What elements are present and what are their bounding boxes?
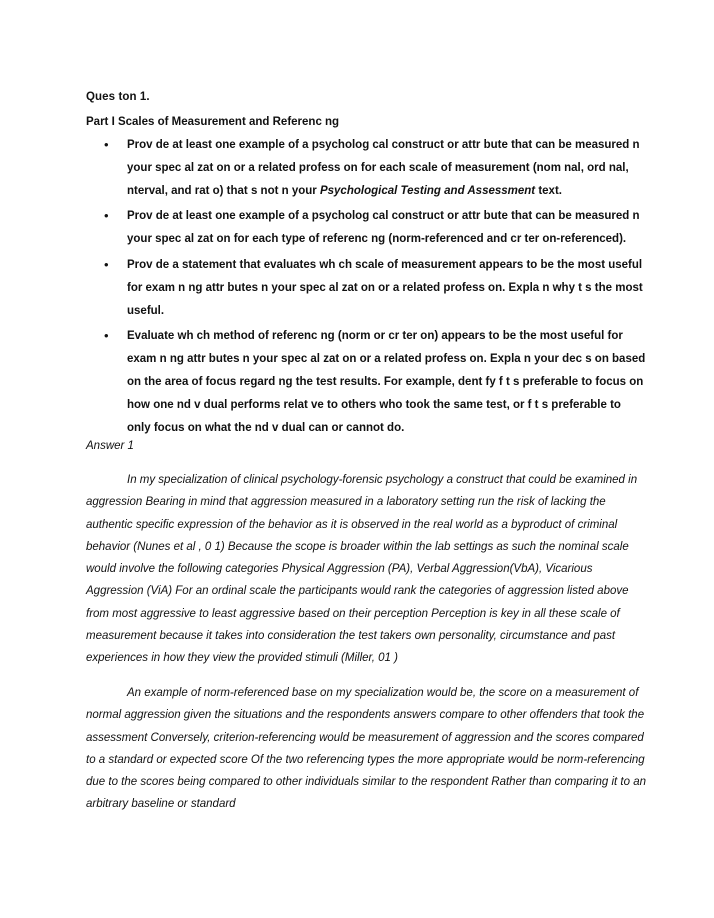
bullet-item (0, 254, 714, 322)
instruction-bullet-list (0, 134, 714, 442)
bullet-text (127, 254, 647, 322)
bullet-icon: • (104, 256, 109, 272)
answer-paragraph: An example of norm-referenced base on my specialization would be, the score on a measurement of normal aggression given the situations and the respondents answers compare to other offenders that took the assessment Conversely, criterion-referencing would be measurement of aggression and the scores compared to a standard or expected score Of the two referencing types the more appropriate would be norm-referencing due to the scores being compared to other individuals similar to the respondent Rather than comparing it to an arbitrary baseline or standard (86, 687, 646, 811)
bullet-item (0, 325, 714, 439)
book-title: Psychological Testing and Assessment (319, 184, 536, 197)
answer-label: Answer 1 (86, 440, 134, 452)
answer-paragraph: In my specialization of clinical psychology-forensic psychology a construct that could be examined in aggression Bearing in mind that aggression measured in a laboratory setting run the risk of lacking the authentic specific expression of the behavior as it is observed in the real world as a byproduct of criminal behavior (Nunes et al , 0 1) Because the scope is broader within the lab settings as such the nominal scale would involve the following categories Physical Aggression (PA), Verbal Aggression(VbA), Vicarious Aggression (ViA) For an ordinal scale the participants would rank the categories of aggression listed above from most aggressive to least aggressive based on their perception Perception is key in all these scale of measurement because it takes into consideration the test takers own personality, circumstance and past experiences in how they view the provided stimuli (Miller, 01 ) (86, 474, 638, 665)
bullet-text-part: Evaluate wh ch method of referenc ng (norm or cr ter on) appears to be the most useful for exam n ng attr butes n your spec al zat on or a related profess on. Expla n your dec s on based on the area of focus regard ng the test results. For example, dent fy f t s preferable to focus on how one nd v dual performs relat ve to others who took the same test, or f t s preferable to only focus on what the nd v dual can or cannot do. (127, 330, 646, 434)
question-title: Ques ton 1. (86, 91, 150, 103)
bullet-text-part: Prov de a statement that evaluates wh ch scale of measurement appears to be the most useful for exam n ng attr butes n your spec al zat on or a related profess on. Expla n why t s the most useful. (127, 258, 643, 317)
bullet-icon: • (104, 328, 109, 344)
bullet-text (127, 205, 647, 251)
bullet-icon: • (104, 208, 109, 224)
bullet-text (127, 134, 647, 202)
bullet-text (127, 325, 647, 439)
bullet-text-part: Prov de at least one example of a psycholog cal construct or attr bute that can be measured n your spec al zat on for each type of referenc ng (norm-referenced and cr ter on-referenced). (127, 210, 640, 246)
bullet-text-part: Prov de at least one example of a psycholog cal construct or attr bute that can be measured n your spec al zat on or a related profess on for each scale of measurement (nom nal, ord nal, nterval, and rat o) that s not n your (127, 139, 640, 197)
bullet-item (0, 134, 714, 202)
bullet-item (0, 205, 714, 251)
part-title: Part I Scales of Measurement and Referenc ng (86, 116, 340, 128)
bullet-icon: • (104, 137, 109, 152)
bullet-text-part: text. (535, 184, 562, 197)
